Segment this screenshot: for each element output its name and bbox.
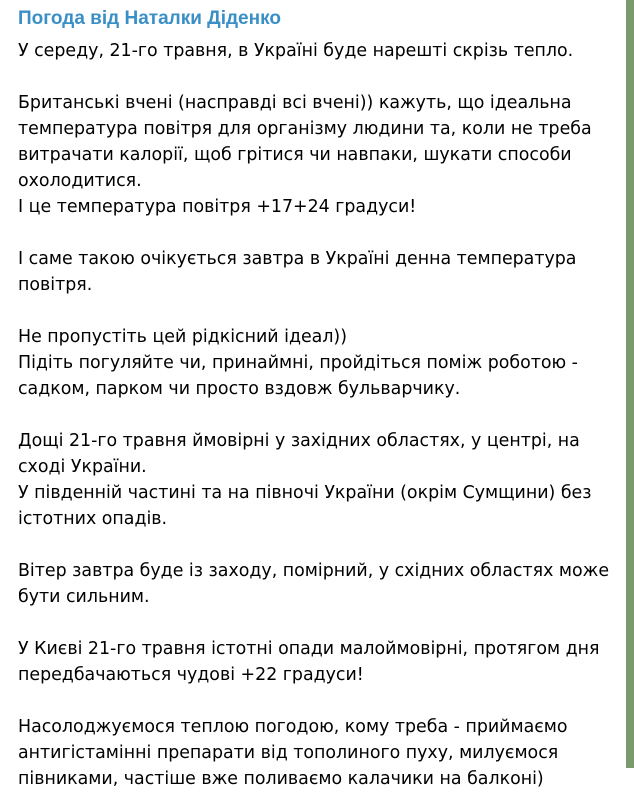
chat-background-edge [626, 0, 634, 768]
message-line: сході України. [18, 457, 147, 477]
message-line: істотних опадів. [18, 509, 168, 529]
message-line: Вітер завтра буде із заходу, помірний, у східних областях може [18, 561, 610, 581]
message-line: Підіть погуляйте чи, принаймні, пройдіться поміж роботою - [18, 353, 578, 373]
message-line: повітря. [18, 275, 93, 295]
sender-name[interactable]: Погода від Наталки Діденко [18, 8, 281, 29]
message-text [18, 38, 618, 792]
message-line: У південній частині та на півночі України (окрім Сумщини) без [18, 483, 592, 503]
message-line: Не пропустіть цей рідкісний ідеал)) [18, 327, 348, 347]
message-line [18, 688, 618, 714]
message-line: півниками, частіше вже поливаємо калачики на балконі) [18, 769, 544, 789]
message-line: І це температура повітря +17+24 градуси! [18, 197, 417, 217]
message-line: антигістамінні препарати від тополиного пуху, милуємося [18, 743, 559, 763]
message-line [18, 64, 618, 90]
message-line: витрачати калорії, щоб грітися чи навпаки, шукати способи [18, 145, 572, 165]
message-line: Насолоджуємося теплою погодою, кому треба - приймаємо [18, 717, 568, 737]
message-line: І саме такою очікується завтра в Україні денна температура [18, 249, 577, 269]
message-line [18, 610, 618, 636]
message-line: садком, парком чи просто вздовж бульварчику. [18, 379, 461, 399]
message-line [18, 298, 618, 324]
message-line: У середу, 21-го травня, в Україні буде нарешті скрізь тепло. [18, 41, 574, 61]
message-line: Британські вчені (насправді всі вчені)) кажуть, що ідеальна [18, 93, 572, 113]
message-line: охолодитися. [18, 171, 142, 191]
message-line: бути сильним. [18, 587, 150, 607]
message-line: У Києві 21-го травня істотні опади малоймовірні, протягом дня [18, 639, 600, 659]
message-line [18, 402, 618, 428]
message-line: температура повітря для організму людини та, коли не треба [18, 119, 592, 139]
message-line: Дощі 21-го травня ймовірні у західних областях, у центрі, на [18, 431, 580, 451]
message-line: передбачаються чудові +22 градуси! [18, 665, 364, 685]
message-line [18, 220, 618, 246]
message-line [18, 532, 618, 558]
